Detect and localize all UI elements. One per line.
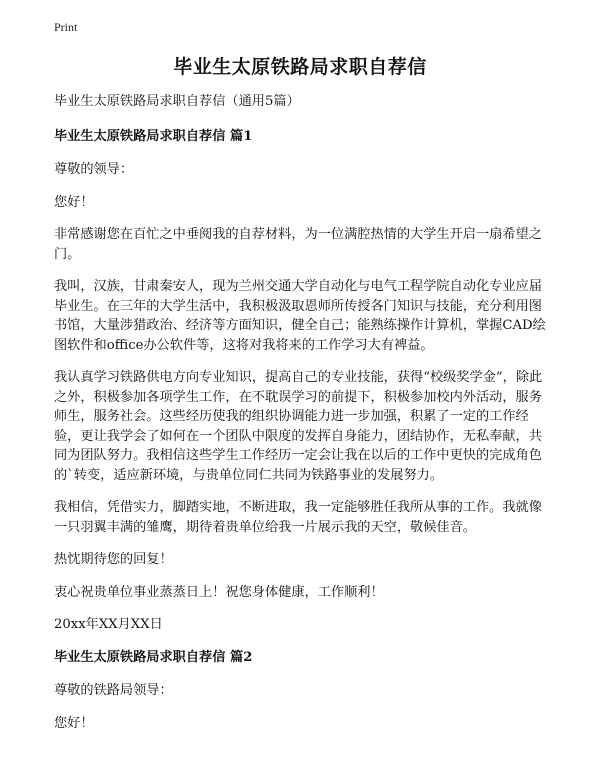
document-body: [54, 92, 554, 746]
section-2-heading: 毕业生太原铁路局求职自荐信 篇2: [54, 649, 253, 665]
section-1-paragraph: 我认真学习铁路供电方向专业知识，提高自己的专业技能，获得“校级奖学金”，除此之外，积极参加各项学生工作，在不耽误学习的前提下，积极参加校内外活动，服务师生，服务社会。这些经历使我的组织协调能力进一步加强，积累了一定的工作经验，更让我学会了如何在一个团队中限度的发挥自身能力，团结协作，无私奉献，共同为团队努力。我相信这些学生工作经历一定会让我在以后的工作中更快的完成角色的`转变，适应新环境，与贵单位同仁共同为铁路事业的发展努力。: [54, 370, 543, 483]
section-1-date: 20xx年XX月XX日: [54, 617, 163, 632]
section-1-paragraph: 我相信，凭借实力，脚踏实地，不断进取，我一定能够胜任我所从事的工作。我就像一只羽翼丰满的雏鹰，期待着贵单位给我一片展示我的天空，敬候佳音。: [54, 500, 542, 535]
section-1-greeting: 您好！: [54, 194, 94, 210]
section-2-salutation: 尊敬的铁路局领导：: [54, 683, 173, 698]
page-title: 毕业生太原铁路局求职自荐信: [173, 56, 427, 78]
section-1-heading: 毕业生太原铁路局求职自荐信 篇1: [54, 128, 253, 144]
section-2-greeting: 您好！: [54, 715, 94, 731]
section-1-paragraph: 热忱期待您的回复！: [54, 552, 173, 567]
section-1-paragraph: 衷心祝贵单位事业蒸蒸日上！祝您身体健康，工作顺利！: [54, 584, 384, 600]
print-link[interactable]: Print: [54, 20, 78, 34]
document-subtitle: 毕业生太原铁路局求职自荐信（通用5篇）: [54, 94, 300, 109]
section-1-salutation: 尊敬的领导：: [54, 162, 134, 177]
section-1-paragraph: 非常感谢您在百忙之中垂阅我的自荐材料，为一位满腔热情的大学生开启一扇希望之门。: [54, 227, 542, 262]
section-1-paragraph: 我叫，汉族，甘肃秦安人，现为兰州交通大学自动化与电气工程学院自动化专业应届毕业生。在三年的大学生活中，我积极汲取恩师所传授各门知识与技能，充分利用图书馆，大量涉猎政治、经济等方面知识，健全自己；能熟练操作计算机，掌握CAD绘图软件和office办公软件等，这将对我将来的工作学习大有裨益。: [54, 279, 546, 353]
